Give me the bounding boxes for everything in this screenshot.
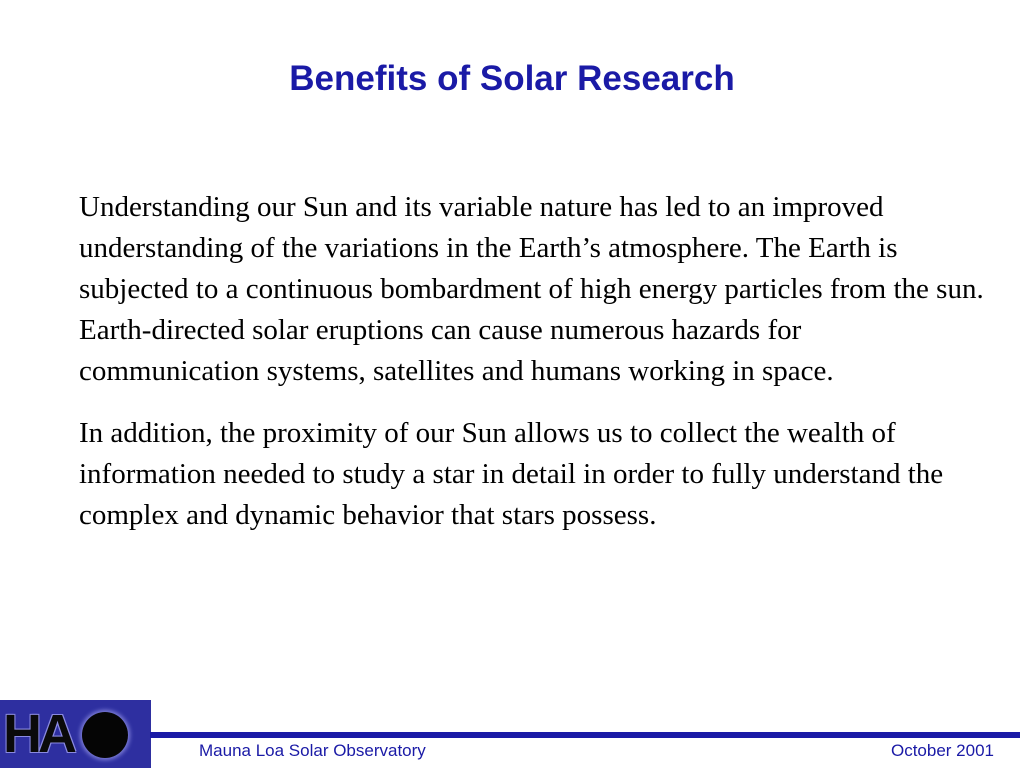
slide-title: Benefits of Solar Research bbox=[289, 59, 735, 98]
slide-body bbox=[79, 187, 984, 536]
body-paragraph-2: In addition, the proximity of our Sun allows us to collect the wealth of information needed to study a star in detail in order to fully understand the complex and dynamic behavior that stars possess. bbox=[79, 417, 944, 531]
body-paragraph-1: Understanding our Sun and its variable nature has led to an improved understanding of the variations in the Earth’s atmosphere. The Earth is subjected to a continuous bombardment of high energy particles from the sun. Earth-directed solar eruptions can cause numerous hazards for communication systems, satellites and humans working in space. bbox=[79, 191, 984, 387]
footer-organization: Mauna Loa Solar Observatory bbox=[199, 741, 426, 760]
sun-icon bbox=[82, 712, 128, 758]
footer-divider bbox=[150, 732, 1020, 738]
hao-logo bbox=[0, 700, 151, 768]
footer-date: October 2001 bbox=[890, 741, 994, 760]
logo-letters: HA bbox=[3, 704, 73, 764]
